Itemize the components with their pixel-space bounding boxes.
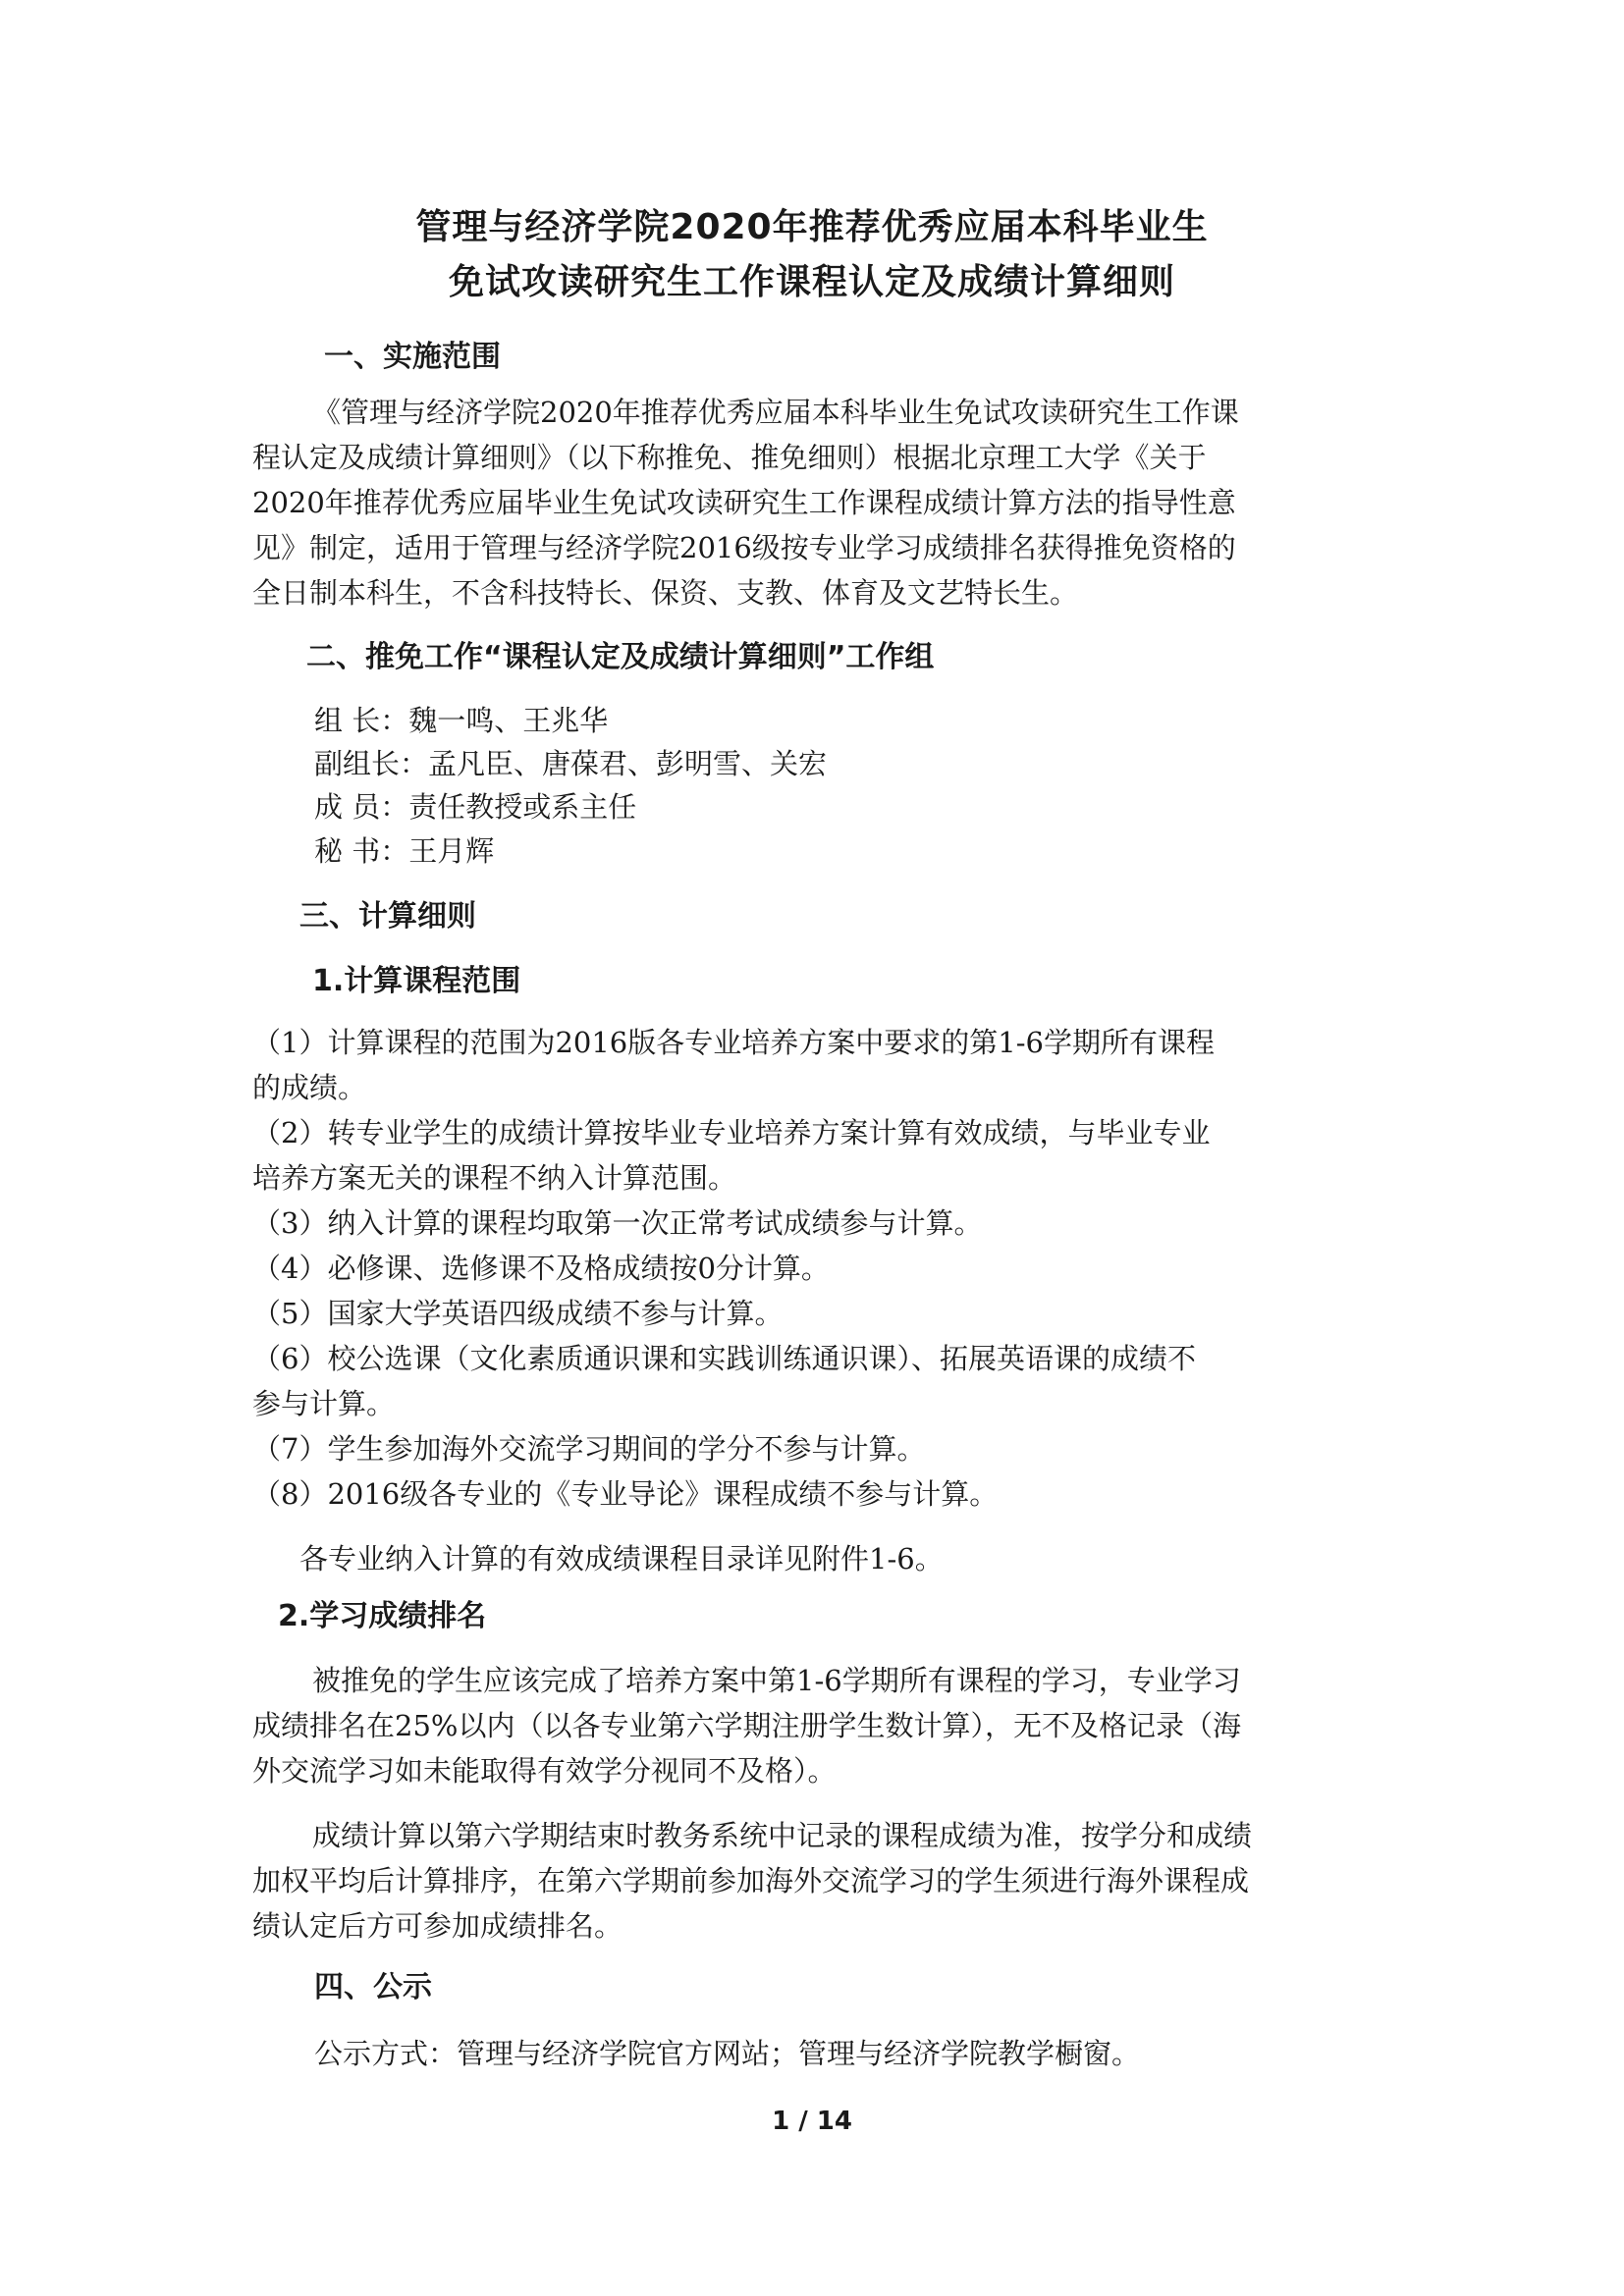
course-catalog-note: 各专业纳入计算的有效成绩课程目录详见附件1-6。: [299, 1542, 944, 1575]
section1-line: 程认定及成绩计算细则》（以下称推免、推免细则）根据北京理工大学《关于: [252, 441, 1207, 474]
section1-heading: 一、实施范围: [324, 340, 501, 374]
ranking-paragraph-line: 外交流学习如未能取得有效学分视同不及格）。: [252, 1754, 837, 1788]
calculation-rule-line: （2）转专业学生的成绩计算按毕业专业培养方案计算有效成绩，与毕业专业: [252, 1116, 1211, 1149]
workgroup-member-line: 秘 书：王月辉: [314, 834, 495, 868]
document-title-line1: 管理与经济学院2020年推荐优秀应届本科毕业生: [415, 207, 1209, 247]
section1-line: 全日制本科生，不含科技特长、保资、支教、体育及文艺特长生。: [252, 576, 1079, 610]
calculation-rule-line: 的成绩。: [252, 1071, 367, 1104]
calculation-rule-line: 参与计算。: [252, 1387, 396, 1420]
calculation-rule-line: （4）必修课、选修课不及格成绩按0分计算。: [252, 1252, 830, 1285]
workgroup-member-line: 组 长：魏一鸣、王兆华: [314, 704, 609, 737]
section4-heading: 四、公示: [314, 1970, 432, 2004]
section3-heading: 三、计算细则: [299, 899, 476, 934]
ranking-paragraph-line: 绩认定后方可参加成绩排名。: [252, 1909, 623, 1943]
publicity-method-line: 公示方式：管理与经济学院官方网站；管理与经济学院教学橱窗。: [314, 2037, 1141, 2070]
ranking-paragraph-line: 成绩计算以第六学期结束时教务系统中记录的课程成绩为准，按学分和成绩: [312, 1819, 1253, 1852]
ranking-paragraph-line: 成绩排名在25%以内（以各专业第六学期注册学生数计算），无不及格记录（海: [252, 1709, 1241, 1742]
section1-line: 2020年推荐优秀应届毕业生免试攻读研究生工作课程成绩计算方法的指导性意: [252, 486, 1236, 519]
workgroup-member-line: 副组长：孟凡臣、唐葆君、彭明雪、关宏: [314, 747, 828, 780]
calculation-rule-line: （6）校公选课（文化素质通识课和实践训练通识课）、拓展英语课的成绩不: [252, 1342, 1196, 1375]
calculation-rule-line: （8）2016级各专业的《专业导论》课程成绩不参与计算。: [252, 1477, 999, 1511]
calculation-rule-line: （7）学生参加海外交流学习期间的学分不参与计算。: [252, 1432, 926, 1466]
document-title-line2: 免试攻读研究生工作课程认定及成绩计算细则: [448, 262, 1175, 302]
ranking-paragraph-line: 被推免的学生应该完成了培养方案中第1-6学期所有课程的学习，专业学习: [312, 1664, 1241, 1697]
calculation-rule-line: （5）国家大学英语四级成绩不参与计算。: [252, 1297, 784, 1330]
section3-subheading-ranking: 2.学习成绩排名: [278, 1599, 487, 1633]
page-number: 1 / 14: [772, 2107, 852, 2136]
calculation-rule-line: （3）纳入计算的课程均取第一次正常考试成绩参与计算。: [252, 1206, 983, 1240]
section1-line: 见》制定，适用于管理与经济学院2016级按专业学习成绩排名获得推免资格的: [252, 531, 1236, 564]
calculation-rule-line: （1）计算课程的范围为2016版各专业培养方案中要求的第1-6学期所有课程: [252, 1026, 1215, 1059]
ranking-paragraph-line: 加权平均后计算排序，在第六学期前参加海外交流学习的学生须进行海外课程成: [252, 1864, 1250, 1897]
section1-line: 《管理与经济学院2020年推荐优秀应届本科毕业生免试攻读研究生工作课: [312, 396, 1239, 429]
calculation-rule-line: 培养方案无关的课程不纳入计算范围。: [252, 1161, 737, 1195]
workgroup-member-line: 成 员：责任教授或系主任: [314, 790, 637, 824]
section2-heading: 二、推免工作“课程认定及成绩计算细则”工作组: [306, 640, 935, 674]
section3-subheading-course-scope: 1.计算课程范围: [312, 964, 521, 998]
